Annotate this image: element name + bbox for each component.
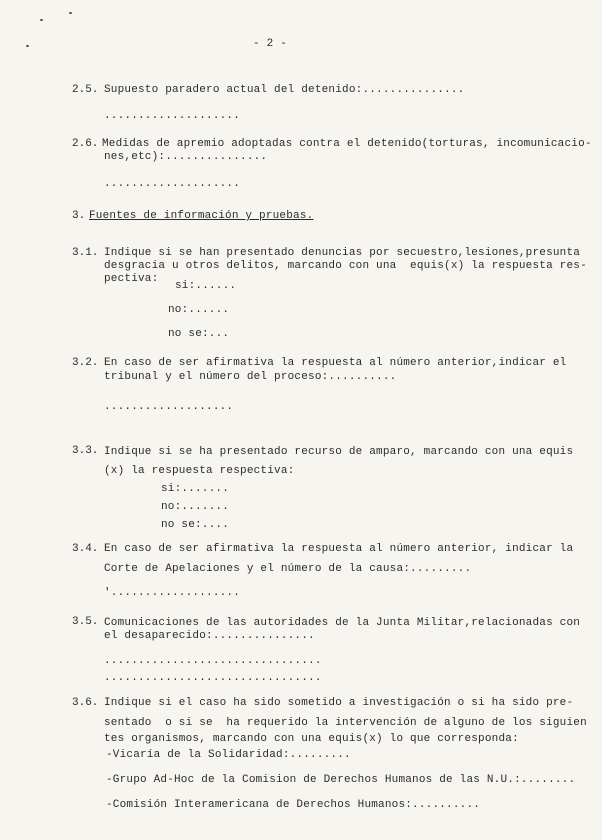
paper-speck [26,45,29,47]
item-text: En caso de ser afirmativa la respuesta al número anterior,indicar el [104,357,567,369]
option-comision-interamericana: -Comisión Interamericana de Derechos Humanos:.......... [106,799,481,811]
answer-blank: .................... [104,178,241,190]
answer-blank: .................... [104,110,241,122]
item-number: 3.2. [72,357,99,369]
option-no: no:....... [161,501,230,513]
item-text: Indique si se han presentado denuncias por secuestro,lesiones,presunta [104,247,581,259]
answer-blank: ................................ [104,655,322,667]
page-number: - 2 - [253,38,288,50]
item-number: 3.4. [72,543,99,555]
item-text: nes,etc):............... [104,151,268,163]
item-text: desgracia u otros delitos, marcando con una equis(x) la respuesta res- [104,260,587,272]
option-si: si:...... [175,280,237,292]
item-text: el desaparecido:............... [104,630,315,642]
item-text: tes organismos, marcando con una equis(x) lo que corresponda: [104,733,519,745]
item-text: Corte de Apelaciones y el número de la causa:......... [104,563,472,575]
item-text: En caso de ser afirmativa la respuesta al número anterior, indicar la [104,543,574,555]
option-vicaria: -Vicaría de la Solidaridad:......... [106,749,351,761]
paper-speck [40,19,43,21]
answer-blank: '................... [104,587,241,599]
option-grupo-ad-hoc: -Grupo Ad-Hoc de la Comision de Derechos Humanos de las N.U.:........ [106,774,576,786]
item-text: pectiva: [104,273,159,285]
option-no-se: no se:.... [161,519,230,531]
answer-blank: ................... [104,401,234,413]
option-si: si:....... [161,483,230,495]
section-number: 3. [72,210,86,222]
item-text: Supuesto paradero actual del detenido:............... [104,84,465,96]
section-title: Fuentes de información y pruebas. [89,210,314,222]
item-number: 3.6. [72,697,99,709]
item-number: 2.5. [72,84,99,96]
item-text: tribunal y el número del proceso:.......... [104,371,397,383]
item-text: sentado o si se ha requerido la intervención de alguno de los siguien [104,717,587,729]
answer-blank: ................................ [104,672,322,684]
paper-speck [69,12,72,14]
item-text: (x) la respuesta respectiva: [104,465,295,477]
item-text: Indique si el caso ha sido sometido a investigación o si ha sido pre- [104,697,574,709]
item-number: 3.1. [72,247,99,259]
option-no-se: no se:... [168,328,230,340]
option-no: no:...... [168,304,230,316]
item-number: 2.6. [72,138,99,150]
item-text: Comunicaciones de las autoridades de la Junta Militar,relacionadas con [104,617,581,629]
item-text: Indique si se ha presentado recurso de amparo, marcando con una equis [104,446,574,458]
item-text: Medidas de apremio adoptadas contra el detenido(torturas, incomunicacio- [102,138,592,150]
item-number: 3.3. [72,445,99,457]
item-number: 3.5. [72,616,99,628]
